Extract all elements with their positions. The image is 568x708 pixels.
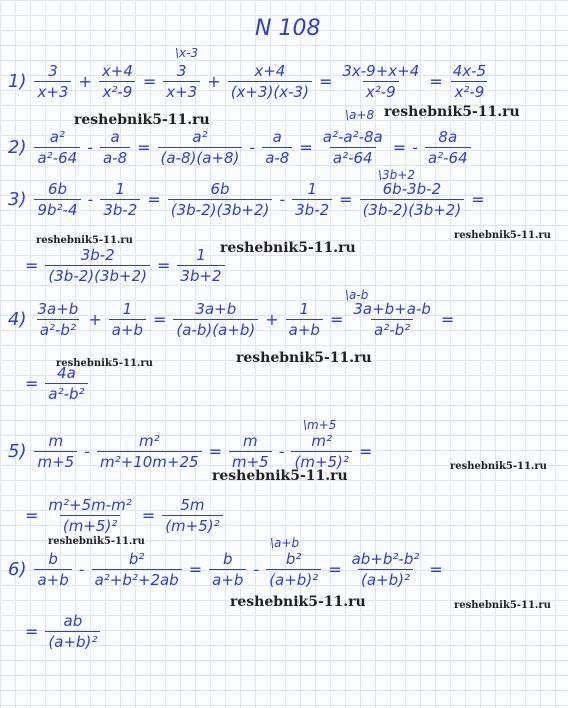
denominator: (a-8)(a+8) bbox=[158, 147, 243, 167]
fraction bbox=[228, 62, 312, 101]
operator: = bbox=[25, 256, 39, 275]
continuation-line bbox=[22, 496, 227, 535]
problem-number: 5) bbox=[8, 441, 27, 462]
denominator: m²+10m+25 bbox=[97, 451, 202, 471]
fraction bbox=[100, 180, 140, 219]
problem-line bbox=[8, 300, 457, 339]
denominator: a²-b² bbox=[45, 383, 87, 403]
watermark: reshebnik5-11.ru bbox=[56, 358, 153, 369]
operator: - bbox=[412, 138, 418, 157]
fraction bbox=[158, 128, 243, 167]
fraction bbox=[109, 300, 146, 339]
extra-factor-mark: \x-3 bbox=[175, 46, 199, 60]
operator: - bbox=[279, 190, 286, 209]
operator: = bbox=[429, 72, 443, 91]
denominator: a+b bbox=[109, 319, 146, 339]
denominator: (a+b)² bbox=[45, 631, 100, 651]
watermark: reshebnik5-11.ru bbox=[454, 600, 551, 611]
fraction bbox=[45, 496, 134, 535]
operator: - bbox=[78, 560, 85, 579]
operator: = bbox=[141, 506, 156, 525]
operator: + bbox=[78, 72, 92, 91]
numerator: b bbox=[222, 550, 233, 568]
fraction bbox=[209, 550, 246, 589]
operator: = bbox=[358, 442, 373, 461]
denominator: x²-9 bbox=[99, 81, 135, 101]
operator: = bbox=[157, 256, 171, 275]
denominator: a-8 bbox=[262, 147, 292, 167]
denominator: a+b bbox=[34, 569, 71, 589]
operator: = bbox=[429, 560, 443, 579]
denominator: (m+5)² bbox=[60, 515, 120, 535]
numerator: 1 bbox=[299, 300, 310, 318]
denominator: a²-64 bbox=[425, 147, 471, 167]
problem-line bbox=[8, 128, 475, 167]
watermark: reshebnik5-11.ru bbox=[212, 468, 348, 484]
operator: - bbox=[87, 190, 94, 209]
fraction bbox=[34, 128, 80, 167]
denominator: a²-64 bbox=[330, 147, 376, 167]
numerator: m² bbox=[311, 432, 333, 450]
fraction bbox=[97, 432, 202, 471]
watermark: reshebnik5-11.ru bbox=[454, 230, 551, 241]
problem-number: 2) bbox=[8, 137, 27, 158]
operator: = bbox=[339, 190, 353, 209]
watermark: reshebnik5-11.ru bbox=[48, 536, 145, 547]
problem-line bbox=[8, 550, 446, 589]
operator: = bbox=[188, 560, 203, 579]
watermark: reshebnik5-11.ru bbox=[450, 461, 547, 472]
operator: = bbox=[25, 506, 39, 525]
fraction bbox=[229, 432, 272, 471]
numerator: b bbox=[48, 550, 58, 568]
fraction bbox=[34, 300, 81, 339]
operator: = bbox=[137, 138, 151, 157]
numerator: m² bbox=[138, 432, 160, 450]
watermark: reshebnik5-11.ru bbox=[74, 112, 210, 128]
operator: - bbox=[278, 442, 285, 461]
fraction bbox=[177, 246, 224, 285]
watermark: reshebnik5-11.ru bbox=[236, 350, 372, 366]
numerator: a bbox=[110, 128, 120, 146]
operator: = bbox=[471, 190, 485, 209]
denominator: x²-9 bbox=[363, 81, 399, 101]
numerator: 8a bbox=[438, 128, 458, 146]
denominator: a²-b² bbox=[371, 319, 413, 339]
numerator: 1 bbox=[122, 300, 133, 318]
watermark: reshebnik5-11.ru bbox=[230, 594, 366, 610]
fraction bbox=[450, 62, 489, 101]
denominator: m+5 bbox=[34, 451, 77, 471]
fraction bbox=[266, 550, 321, 589]
fraction bbox=[45, 246, 150, 285]
fraction bbox=[350, 300, 434, 339]
fraction bbox=[173, 300, 258, 339]
denominator: 9b²-4 bbox=[34, 199, 80, 219]
operator: = bbox=[25, 622, 39, 641]
fraction bbox=[360, 180, 465, 219]
fraction bbox=[100, 128, 130, 167]
operator: - bbox=[253, 560, 260, 579]
denominator: 3b-2 bbox=[100, 199, 140, 219]
numerator: 6b bbox=[47, 180, 68, 198]
denominator: (a+b)² bbox=[358, 569, 413, 589]
problem-line bbox=[8, 62, 493, 101]
numerator: 4x-5 bbox=[452, 62, 487, 80]
numerator: m bbox=[48, 432, 64, 450]
numerator: 6b-3b-2 bbox=[382, 180, 442, 198]
fraction bbox=[45, 364, 87, 403]
fraction bbox=[34, 180, 80, 219]
numerator: 3 bbox=[48, 62, 58, 80]
operator: + bbox=[88, 310, 102, 329]
fraction bbox=[349, 550, 423, 589]
operator: = bbox=[25, 374, 39, 393]
fraction bbox=[292, 180, 332, 219]
denominator: m+5 bbox=[229, 451, 272, 471]
operator: + bbox=[265, 310, 279, 329]
operator: = bbox=[208, 442, 222, 461]
numerator: x+4 bbox=[254, 62, 286, 80]
fraction bbox=[262, 128, 292, 167]
numerator: 5m bbox=[180, 496, 205, 514]
denominator: a-8 bbox=[100, 147, 130, 167]
operator: = bbox=[329, 310, 344, 329]
page-title: N 108 bbox=[255, 16, 321, 41]
numerator: 1 bbox=[196, 246, 206, 264]
denominator: (m+5)² bbox=[291, 451, 351, 471]
fraction bbox=[45, 612, 100, 651]
fraction bbox=[162, 496, 222, 535]
fraction bbox=[320, 128, 386, 167]
numerator: x+4 bbox=[101, 62, 133, 80]
problem-number: 1) bbox=[8, 71, 27, 92]
operator: = bbox=[142, 72, 157, 91]
numerator: 4a bbox=[57, 364, 76, 382]
numerator: 3a+b bbox=[37, 300, 79, 318]
denominator: 3b+2 bbox=[177, 265, 224, 285]
fraction bbox=[339, 62, 422, 101]
problem-number: 3) bbox=[8, 189, 27, 210]
numerator: 3a+b+a-b bbox=[353, 300, 431, 318]
watermark: reshebnik5-11.ru bbox=[36, 235, 133, 246]
extra-factor-mark: \3b+2 bbox=[378, 168, 415, 182]
numerator: a² bbox=[192, 128, 208, 146]
fraction bbox=[286, 300, 323, 339]
operator: + bbox=[207, 72, 221, 91]
denominator: (x+3)(x-3) bbox=[228, 81, 312, 101]
operator: - bbox=[84, 442, 90, 461]
operator: = bbox=[318, 72, 333, 91]
extra-factor-mark: \m+5 bbox=[303, 418, 337, 432]
fraction bbox=[425, 128, 471, 167]
operator: = bbox=[392, 138, 407, 157]
numerator: 1 bbox=[115, 180, 126, 198]
numerator: 6b bbox=[210, 180, 230, 198]
operator: = bbox=[299, 138, 313, 157]
extra-factor-mark: \a-b bbox=[345, 288, 369, 302]
numerator: m bbox=[243, 432, 258, 450]
fraction bbox=[99, 62, 136, 101]
continuation-line bbox=[22, 246, 229, 285]
numerator: 3b-2 bbox=[80, 246, 115, 264]
denominator: (3b-2)(3b+2) bbox=[360, 199, 465, 219]
denominator: (a+b)² bbox=[266, 569, 321, 589]
watermark: reshebnik5-11.ru bbox=[220, 240, 356, 256]
numerator: a² bbox=[49, 128, 65, 146]
denominator: x+3 bbox=[34, 81, 71, 101]
numerator: b² bbox=[285, 550, 302, 568]
problem-line bbox=[8, 432, 375, 471]
denominator: 3b-2 bbox=[292, 199, 332, 219]
fraction bbox=[34, 432, 77, 471]
operator: = bbox=[328, 560, 342, 579]
operator: = bbox=[153, 310, 167, 329]
numerator: a²-a²-8a bbox=[322, 128, 383, 146]
numerator: b² bbox=[128, 550, 145, 568]
continuation-line bbox=[22, 364, 92, 403]
problem-number: 6) bbox=[8, 559, 27, 580]
numerator: ab+b²-b² bbox=[351, 550, 420, 568]
fraction bbox=[163, 62, 200, 101]
operator: = bbox=[440, 310, 455, 329]
problem-number: 4) bbox=[8, 309, 27, 330]
numerator: 3 bbox=[177, 62, 187, 80]
operator: = bbox=[147, 190, 161, 209]
denominator: a+b bbox=[286, 319, 323, 339]
fraction bbox=[34, 62, 71, 101]
denominator: a²-b² bbox=[37, 319, 79, 339]
denominator: (3b-2)(3b+2) bbox=[168, 199, 273, 219]
denominator: x+3 bbox=[163, 81, 200, 101]
fraction bbox=[291, 432, 351, 471]
numerator: 3x-9+x+4 bbox=[342, 62, 420, 80]
numerator: 3a+b bbox=[195, 300, 237, 318]
operator: - bbox=[249, 138, 256, 157]
denominator: (3b-2)(3b+2) bbox=[45, 265, 150, 285]
watermark: reshebnik5-11.ru bbox=[384, 104, 520, 120]
denominator: x²-9 bbox=[451, 81, 487, 101]
denominator: (a-b)(a+b) bbox=[173, 319, 258, 339]
continuation-line bbox=[22, 612, 104, 651]
denominator: a+b bbox=[209, 569, 246, 589]
denominator: a²-64 bbox=[34, 147, 80, 167]
numerator: ab bbox=[63, 612, 83, 630]
extra-factor-mark: \a+b bbox=[270, 536, 300, 550]
denominator: (m+5)² bbox=[162, 515, 222, 535]
operator: - bbox=[87, 138, 93, 157]
fraction bbox=[168, 180, 273, 219]
numerator: a bbox=[272, 128, 282, 146]
fraction bbox=[92, 550, 182, 589]
numerator: 1 bbox=[307, 180, 317, 198]
denominator: a²+b²+2ab bbox=[92, 569, 182, 589]
fraction bbox=[34, 550, 71, 589]
problem-line bbox=[8, 180, 488, 219]
numerator: m²+5m-m² bbox=[48, 496, 132, 514]
extra-factor-mark: \a+8 bbox=[345, 108, 375, 122]
